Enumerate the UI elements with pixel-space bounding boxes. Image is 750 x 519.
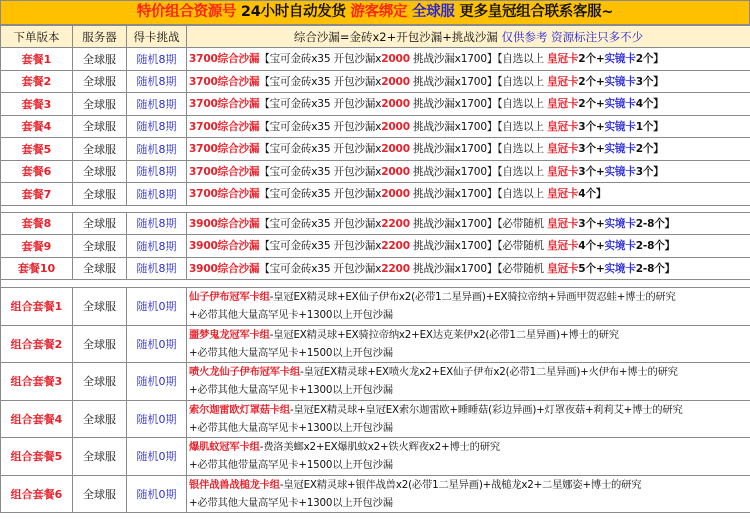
- challenge-cell: 随机0期: [127, 475, 187, 513]
- combo-description: [187, 475, 750, 513]
- challenge-cell: 随机0期: [127, 438, 187, 476]
- mirror-count: 2-8个】: [635, 240, 676, 253]
- combo-name: 组合套餐5: [1, 438, 73, 476]
- total-hourglass: 3900综合沙漏: [189, 217, 260, 230]
- pack-hourglass: 2000: [381, 120, 410, 133]
- server-cell: 全球服: [73, 438, 127, 476]
- pack-hourglass: 2200: [381, 240, 410, 253]
- header-challenge: 得卡挑战: [127, 26, 187, 48]
- base: 【宝可金砖x35 开包沙漏x: [259, 53, 382, 66]
- package-description: [187, 70, 750, 93]
- crown-card-label: 皇冠卡: [547, 165, 579, 178]
- package-description: [187, 212, 750, 235]
- base: 【宝可金砖x35 开包沙漏x: [259, 165, 382, 178]
- line2: +必带其他带量高罕见卡+1500以上开包沙漏: [189, 459, 393, 472]
- challenge-cell: 随机8期: [127, 183, 187, 206]
- total-hourglass: 3700综合沙漏: [189, 188, 260, 201]
- mirror-card-label: 实镜卡: [604, 53, 636, 66]
- package-description: [187, 257, 750, 280]
- mirror-card-label: 实镜卡: [604, 98, 636, 111]
- base: 【宝可金砖x35 开包沙漏x: [259, 262, 382, 275]
- package-description: [187, 235, 750, 258]
- base: 【宝可金砖x35 开包沙漏x: [259, 143, 382, 156]
- total-hourglass: 3900综合沙漏: [189, 240, 260, 253]
- total-hourglass: 3700综合沙漏: [189, 98, 260, 111]
- pack-hourglass: 2200: [381, 262, 410, 275]
- table-row: [1, 288, 750, 326]
- mirror-count: 2个】: [635, 53, 664, 66]
- line1: -皇冠EX精灵球+皇冠EX索尔迦雷欧+睡睡菇(彩边异画)+灯罩夜菇+莉莉艾+博士的研究: [289, 403, 683, 416]
- challenge-cell: 随机8期: [127, 235, 187, 258]
- total-hourglass: 3900综合沙漏: [189, 262, 260, 275]
- challenge-cell: 随机8期: [127, 48, 187, 71]
- crown-card-label: 皇冠卡: [547, 240, 579, 253]
- deck-name: 喷火龙仙子伊布冠军卡组: [189, 366, 301, 379]
- crown-count: 4个+: [578, 240, 605, 253]
- table-row: [1, 93, 750, 116]
- combo-name: 组合套餐1: [1, 288, 73, 326]
- package-name: 套餐3: [1, 93, 73, 116]
- package-description: [187, 93, 750, 116]
- challenge-cell: 随机8期: [127, 257, 187, 280]
- crown-card-label: 皇冠卡: [547, 98, 579, 111]
- combo-name: 组合套餐6: [1, 475, 73, 513]
- table-row: [1, 235, 750, 258]
- title-special-offer: 特价组合资源号: [136, 4, 237, 20]
- package-name: 套餐7: [1, 183, 73, 206]
- table-row: [1, 257, 750, 280]
- server-cell: 全球服: [73, 212, 127, 235]
- challenge-cell: 随机8期: [127, 115, 187, 138]
- package-description: [187, 138, 750, 161]
- base: 【宝可金砖x35 开包沙漏x: [259, 75, 382, 88]
- challenge-cell: 随机0期: [127, 400, 187, 438]
- line1: -皇冠EX精灵球+EX骑拉帝纳x2+EX达克莱伊x2(必带1二星异画)+博士的研究: [269, 328, 619, 341]
- line1: -费洛美螂x2+EX爆肌蚊x2+铁火辉夜x2+博士的研究: [259, 441, 500, 454]
- total-hourglass: 3700综合沙漏: [189, 143, 260, 156]
- mirror-count: 3个】: [635, 165, 664, 178]
- mirror-card-label: 实镜卡: [604, 165, 636, 178]
- line2: +必带其他大量高罕见卡+1500以上开包沙漏: [189, 346, 393, 359]
- table-row: [1, 183, 750, 206]
- total-hourglass: 3700综合沙漏: [189, 165, 260, 178]
- line2: +必带其他大量高罕见卡+1300以上开包沙漏: [189, 496, 393, 509]
- table-row: [1, 70, 750, 93]
- table-row: [1, 138, 750, 161]
- mirror-card-label: 实境卡: [604, 217, 636, 230]
- table-row: [1, 475, 750, 513]
- pack-hourglass: 2000: [381, 75, 410, 88]
- rest: 挑战沙漏x1700】【必带随机: [409, 217, 548, 230]
- section-separator: [1, 280, 750, 288]
- rest: 挑战沙漏x1700】【自选以上: [409, 98, 548, 111]
- line1: -皇冠EX精灵球+EX仙子伊布x2(必带1二星异画)+EX骑拉帝纳+异画甲贺忍蛙+博士的研究: [269, 291, 676, 304]
- server-cell: 全球服: [73, 325, 127, 363]
- package-name: 套餐6: [1, 160, 73, 183]
- total-hourglass: 3700综合沙漏: [189, 120, 260, 133]
- package-description: [187, 115, 750, 138]
- header-description: 综合沙漏=金砖x2+开包沙漏+挑战沙漏 仅供参考 资源标注只多不少: [187, 26, 750, 48]
- base: 【宝可金砖x35 开包沙漏x: [259, 217, 382, 230]
- mirror-count: 1个】: [635, 120, 664, 133]
- section-separator: [1, 205, 750, 212]
- challenge-cell: 随机0期: [127, 363, 187, 401]
- rest: 挑战沙漏x1700】【自选以上: [409, 53, 548, 66]
- mirror-count: 2-8个】: [635, 217, 676, 230]
- line2: +必带其他大量高罕见卡+1300以上开包沙漏: [189, 421, 393, 434]
- challenge-cell: 随机0期: [127, 325, 187, 363]
- server-cell: 全球服: [73, 475, 127, 513]
- line1: -皇冠EX精灵球+EX喷火龙x2+EX仙子伊布x2(必带1二星异画)+火伊布+博士的研究: [300, 366, 678, 379]
- challenge-cell: 随机8期: [127, 160, 187, 183]
- base: 【宝可金砖x35 开包沙漏x: [259, 98, 382, 111]
- package-description: [187, 183, 750, 206]
- table-row: [1, 363, 750, 401]
- package-name: 套餐10: [1, 257, 73, 280]
- challenge-cell: 随机8期: [127, 212, 187, 235]
- mirror-count: 2个】: [635, 143, 664, 156]
- table-row: [1, 400, 750, 438]
- total-hourglass: 3700综合沙漏: [189, 75, 260, 88]
- mirror-card-label: 实境卡: [604, 262, 636, 275]
- pack-hourglass: 2000: [381, 143, 410, 156]
- crown-card-label: 皇冠卡: [547, 262, 579, 275]
- rest: 挑战沙漏x1700】【自选以上: [409, 120, 548, 133]
- package-table: [0, 25, 750, 513]
- mirror-card-label: 实镜卡: [604, 75, 636, 88]
- server-cell: 全球服: [73, 160, 127, 183]
- pack-hourglass: 2000: [381, 98, 410, 111]
- package-name: 套餐8: [1, 212, 73, 235]
- title-global-server: 全球服: [407, 4, 455, 20]
- server-cell: 全球服: [73, 138, 127, 161]
- total-hourglass: 3700综合沙漏: [189, 53, 260, 66]
- deck-name: 爆肌蚊冠军卡组: [189, 441, 260, 454]
- header-version: 下单版本: [1, 26, 73, 48]
- line1: -皇冠EX精灵球+银伴战兽x2(必带1二星异画)+战槌龙x2+二星娜姿+博士的研究: [279, 478, 642, 491]
- pack-hourglass: 2000: [381, 165, 410, 178]
- server-cell: 全球服: [73, 288, 127, 326]
- rest: 挑战沙漏x1700】【自选以上: [409, 188, 548, 201]
- line2: +必带其他大量高罕见卡+1300以上开包沙漏: [189, 384, 393, 397]
- challenge-cell: 随机0期: [127, 288, 187, 326]
- title-auto-delivery: 24小时自动发货: [236, 4, 351, 20]
- combo-name: 组合套餐3: [1, 363, 73, 401]
- server-cell: 全球服: [73, 48, 127, 71]
- server-cell: 全球服: [73, 115, 127, 138]
- crown-count: 5个+: [578, 262, 605, 275]
- rest: 挑战沙漏x1700】【自选以上: [409, 143, 548, 156]
- server-cell: 全球服: [73, 363, 127, 401]
- mirror-card-label: 实镜卡: [604, 120, 636, 133]
- sheet-title: [0, 0, 750, 25]
- table-row: [1, 115, 750, 138]
- rest: 挑战沙漏x1700】【自选以上: [409, 75, 548, 88]
- package-name: 套餐1: [1, 48, 73, 71]
- challenge-cell: 随机8期: [127, 93, 187, 116]
- combo-description: [187, 363, 750, 401]
- crown-card-label: 皇冠卡: [547, 75, 579, 88]
- server-cell: 全球服: [73, 93, 127, 116]
- table-row: [1, 160, 750, 183]
- server-cell: 全球服: [73, 70, 127, 93]
- combo-description: [187, 400, 750, 438]
- crown-count: 2个+: [578, 75, 605, 88]
- title-contact: 更多皇冠组合联系客服~: [454, 4, 614, 20]
- crown-card-label: 皇冠卡: [547, 53, 579, 66]
- rest: 挑战沙漏x1700】【必带随机: [409, 240, 548, 253]
- table-header-row: [1, 26, 750, 48]
- base: 【宝可金砖x35 开包沙漏x: [259, 188, 382, 201]
- pack-hourglass: 2200: [381, 217, 410, 230]
- package-name: 套餐4: [1, 115, 73, 138]
- table-row: [1, 438, 750, 476]
- server-cell: 全球服: [73, 400, 127, 438]
- crown-count: 4个】: [578, 188, 607, 201]
- crown-card-label: 皇冠卡: [547, 143, 579, 156]
- deck-name: 噩梦鬼龙冠军卡组: [189, 328, 270, 341]
- crown-count: 2个+: [578, 98, 605, 111]
- crown-count: 3个+: [578, 217, 605, 230]
- package-name: 套餐2: [1, 70, 73, 93]
- combo-description: [187, 325, 750, 363]
- crown-count: 3个+: [578, 120, 605, 133]
- pack-hourglass: 2000: [381, 188, 410, 201]
- package-name: 套餐5: [1, 138, 73, 161]
- header-server: 服务器: [73, 26, 127, 48]
- package-description: [187, 48, 750, 71]
- crown-count: 2个+: [578, 53, 605, 66]
- crown-card-label: 皇冠卡: [547, 120, 579, 133]
- table-row: [1, 48, 750, 71]
- base: 【宝可金砖x35 开包沙漏x: [259, 240, 382, 253]
- pack-hourglass: 2000: [381, 53, 410, 66]
- title-guest-binding: 游客绑定: [350, 4, 408, 20]
- package-name: 套餐9: [1, 235, 73, 258]
- combo-description: [187, 288, 750, 326]
- combo-name: 组合套餐2: [1, 325, 73, 363]
- crown-count: 3个+: [578, 165, 605, 178]
- header-note: 仅供参考 资源标注只多不少: [501, 29, 644, 44]
- crown-card-label: 皇冠卡: [547, 217, 579, 230]
- mirror-card-label: 实境卡: [604, 240, 636, 253]
- server-cell: 全球服: [73, 257, 127, 280]
- server-cell: 全球服: [73, 183, 127, 206]
- combo-name: 组合套餐4: [1, 400, 73, 438]
- deck-name: 仙子伊布冠军卡组: [189, 291, 270, 304]
- mirror-count: 4个】: [635, 98, 664, 111]
- package-description: [187, 160, 750, 183]
- deck-name: 银伴战兽战槌龙卡组: [189, 478, 280, 491]
- base: 【宝可金砖x35 开包沙漏x: [259, 120, 382, 133]
- server-cell: 全球服: [73, 235, 127, 258]
- mirror-count: 2-8个】: [635, 262, 676, 275]
- table-row: [1, 212, 750, 235]
- mirror-card-label: 实镜卡: [604, 143, 636, 156]
- rest: 挑战沙漏x1700】【必带随机: [409, 262, 548, 275]
- combo-description: [187, 438, 750, 476]
- crown-card-label: 皇冠卡: [547, 188, 579, 201]
- table-row: [1, 325, 750, 363]
- rest: 挑战沙漏x1700】【自选以上: [409, 165, 548, 178]
- deck-name: 索尔迦雷欧灯罩菇卡组: [189, 403, 290, 416]
- mirror-count: 3个】: [635, 75, 664, 88]
- line2: +必带其他大量高罕见卡+1300以上开包沙漏: [189, 309, 393, 322]
- crown-count: 3个+: [578, 143, 605, 156]
- challenge-cell: 随机8期: [127, 70, 187, 93]
- challenge-cell: 随机8期: [127, 138, 187, 161]
